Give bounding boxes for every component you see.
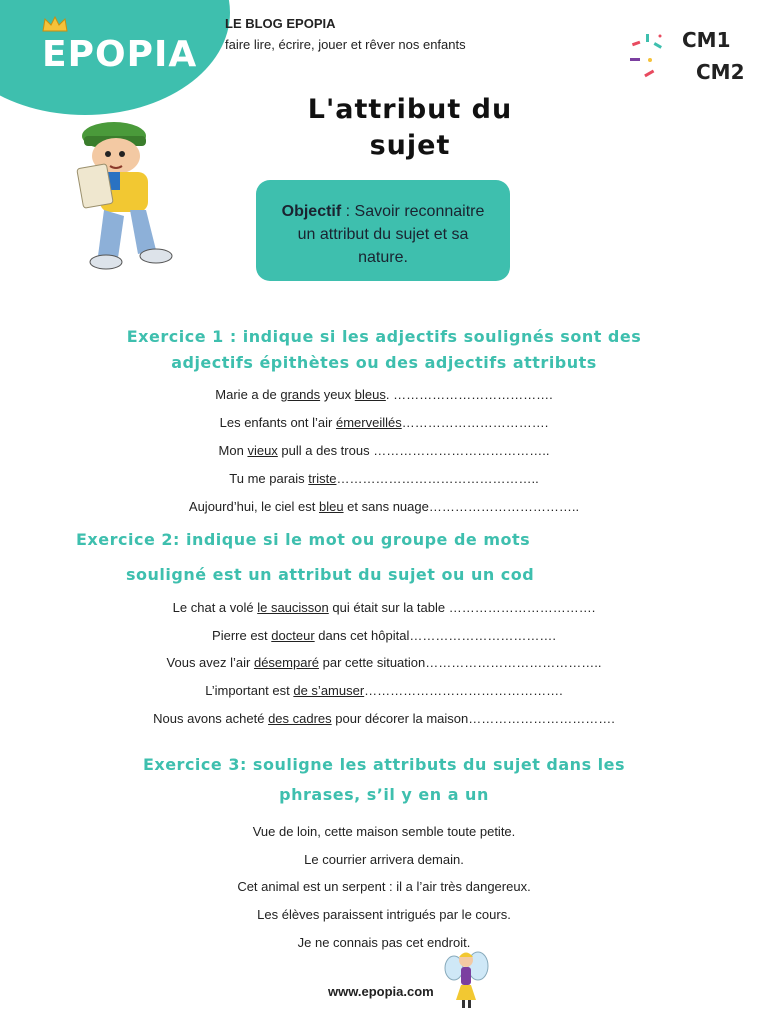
underlined-group: de s’amuser [293, 683, 365, 698]
answer-blank[interactable]: ……………………………………….. [336, 471, 539, 486]
answer-blank[interactable]: ……………………………. [401, 415, 549, 430]
text: Aujourd’hui, le ciel est [188, 499, 319, 514]
text: pull a des trous [277, 443, 374, 458]
exercise2-sentence [0, 628, 768, 643]
exercise3-sentence[interactable]: Le courrier arrivera demain. [304, 852, 464, 867]
exercise2-title-line1: Exercice 2: indique si le mot ou groupe de mots [76, 530, 531, 549]
text: Nous avons acheté [153, 711, 269, 726]
exercise3-sentence[interactable]: Je ne connais pas cet endroit. [297, 935, 471, 950]
exercise1-sentence [0, 499, 768, 514]
answer-blank[interactable]: et sans nuage…………………………….. [343, 499, 580, 514]
epopia-logo[interactable]: EPOPIA [42, 34, 198, 75]
exercise3-sentence[interactable]: Les élèves paraissent intrigués par le cours. [257, 907, 511, 922]
exercise2-title-line2: souligné est un attribut du sujet ou un cod [126, 565, 535, 584]
page-title [230, 92, 590, 164]
answer-blank[interactable]: dans cet hôpital……………………………. [314, 628, 556, 643]
objective-label: Objectif [281, 203, 342, 220]
text: Pierre est [212, 628, 272, 643]
level-cm2: CM2 [696, 60, 745, 84]
underlined-word: émerveillés [335, 415, 402, 430]
answer-blank[interactable]: . ………………………………. [385, 387, 553, 402]
blog-tagline: faire lire, écrire, jouer et rêver nos enfants [225, 37, 466, 52]
underlined-group: des cadres [268, 711, 332, 726]
underlined-word: grands [280, 387, 321, 402]
exercise2-sentence [0, 711, 768, 726]
text: yeux [320, 387, 355, 402]
exercise1-sentence [0, 471, 768, 486]
underlined-word: vieux [247, 443, 278, 458]
exercise3-sentence[interactable]: Vue de loin, cette maison semble toute petite. [252, 824, 516, 839]
exercise3-title-line1: Exercice 3: souligne les attributs du sujet dans les [142, 755, 626, 774]
answer-blank[interactable]: ………………………………….. [373, 443, 550, 458]
exercise1-title-line2: adjectifs épithètes ou des adjectifs attributs [171, 353, 597, 372]
underlined-group: docteur [271, 628, 315, 643]
underlined-group: désemparé [253, 655, 320, 670]
exercise2-sentence [0, 683, 768, 698]
text: Les enfants ont l’air [219, 415, 336, 430]
page-title-line1: L'attribut du [307, 94, 513, 125]
objective-box [256, 180, 510, 281]
answer-blank[interactable]: par cette situation………………………………….. [319, 655, 602, 670]
fairy-illustration [442, 948, 490, 1010]
exercise3-title-line2: phrases, s’il y en a un [279, 785, 489, 804]
exercise1-sentence [0, 443, 768, 458]
exercise2-sentence [0, 655, 768, 670]
blog-title: LE BLOG EPOPIA [225, 16, 336, 31]
answer-blank[interactable]: ………………………………………. [364, 683, 563, 698]
text: L’important est [205, 683, 294, 698]
text: Vous avez l’air [166, 655, 254, 670]
page-title-line2: sujet [369, 130, 451, 161]
text: Marie a de [215, 387, 281, 402]
exercise1-sentence [0, 415, 768, 430]
reading-boy-illustration [76, 118, 182, 272]
exercise1-title-line1: Exercice 1 : indique si les adjectifs soulignés sont des [126, 327, 642, 346]
underlined-word: triste [308, 471, 337, 486]
text: Le chat a volé [172, 600, 258, 615]
text: Tu me parais [229, 471, 309, 486]
answer-blank[interactable]: qui était sur la table ……………………………. [328, 600, 596, 615]
underlined-group: le saucisson [257, 600, 329, 615]
exercise3-title [60, 750, 708, 810]
exercise1-title [60, 324, 708, 376]
objective-text: : Savoir reconnaitre un attribut du sujet et sa nature. [297, 203, 485, 266]
underlined-word: bleu [318, 499, 344, 514]
text: Mon [218, 443, 248, 458]
level-cm1: CM1 [682, 28, 731, 52]
footer-url-link[interactable]: www.epopia.com [328, 984, 434, 999]
exercise3-sentence[interactable]: Cet animal est un serpent : il a l’air très dangereux. [237, 879, 531, 894]
exercise2-sentence [0, 600, 768, 615]
confetti-icon [628, 30, 668, 86]
underlined-word: bleus [354, 387, 386, 402]
exercise1-sentence [0, 387, 768, 402]
answer-blank[interactable]: pour décorer la maison……………………………. [331, 711, 615, 726]
crown-icon [42, 16, 68, 32]
